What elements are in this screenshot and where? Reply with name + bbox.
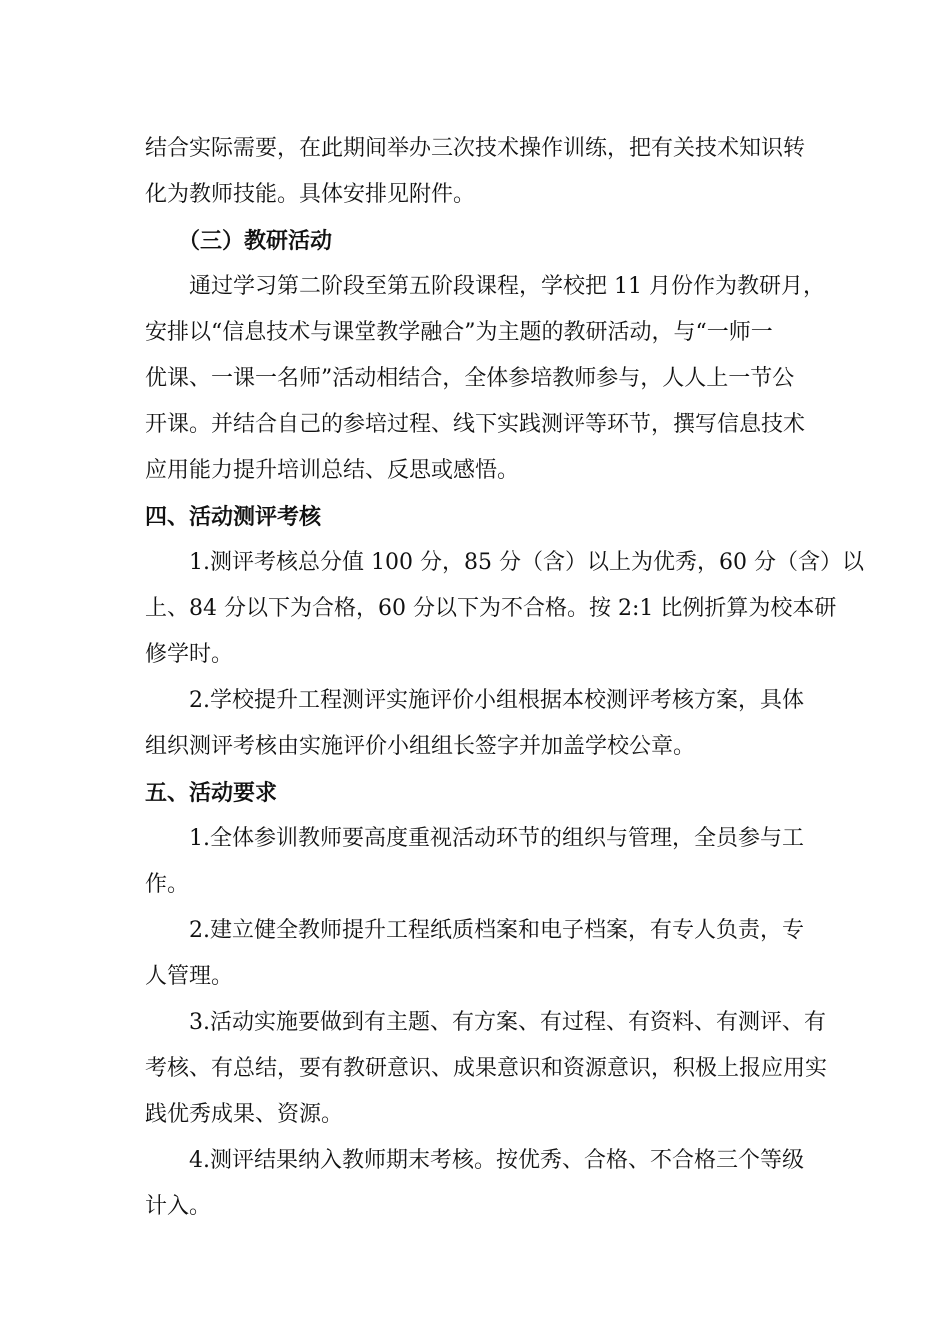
document-page [145, 126, 864, 1230]
paragraph-line: 上、84 分以下为合格，60 分以下为不合格。按 2:1 比例折算为校本研 [145, 596, 837, 621]
paragraph-line: 践优秀成果、资源。 [145, 1102, 344, 1127]
paragraph-line: 作。 [145, 872, 190, 897]
paragraph-line: 化为教师技能。具体安排见附件。 [145, 182, 476, 207]
paragraph-line: 4.测评结果纳入教师期末考核。按优秀、合格、不合格三个等级 [189, 1148, 804, 1173]
section-heading: 五、活动要求 [145, 780, 278, 806]
paragraph-line: 2.建立健全教师提升工程纸质档案和电子档案，有专人负责，专 [189, 918, 804, 943]
paragraph-line: 修学时。 [145, 642, 234, 667]
paragraph-line: 1.测评考核总分值 100 分，85 分（含）以上为优秀，60 分（含）以 [189, 550, 864, 575]
section-subheading: （三）教研活动 [178, 228, 333, 254]
paragraph-line: 安排以“信息技术与课堂教学融合”为主题的教研活动，与“一师一 [145, 320, 773, 345]
paragraph-line: 组织测评考核由实施评价小组组长签字并加盖学校公章。 [145, 734, 696, 759]
paragraph-line: 应用能力提升培训总结、反思或感悟。 [145, 458, 520, 483]
section-heading: 四、活动测评考核 [145, 504, 322, 530]
paragraph-line: 计入。 [145, 1194, 212, 1219]
paragraph-line: 考核、有总结，要有教研意识、成果意识和资源意识，积极上报应用实 [145, 1056, 828, 1081]
paragraph-line: 3.活动实施要做到有主题、有方案、有过程、有资料、有测评、有 [189, 1010, 826, 1035]
paragraph-line: 优课、一课一名师”活动相结合，全体参培教师参与，人人上一节公 [145, 366, 795, 391]
paragraph-line: 通过学习第二阶段至第五阶段课程，学校把 11 月份作为教研月， [189, 274, 825, 299]
paragraph-line: 结合实际需要，在此期间举办三次技术操作训练，把有关技术知识转 [145, 136, 806, 161]
paragraph-line: 2.学校提升工程测评实施评价小组根据本校测评考核方案，具体 [189, 688, 804, 713]
paragraph-line: 人管理。 [145, 964, 234, 989]
paragraph-line: 1.全体参训教师要高度重视活动环节的组织与管理，全员参与工 [189, 826, 804, 851]
paragraph-line: 开课。并结合自己的参培过程、线下实践测评等环节，撰写信息技术 [145, 412, 806, 437]
